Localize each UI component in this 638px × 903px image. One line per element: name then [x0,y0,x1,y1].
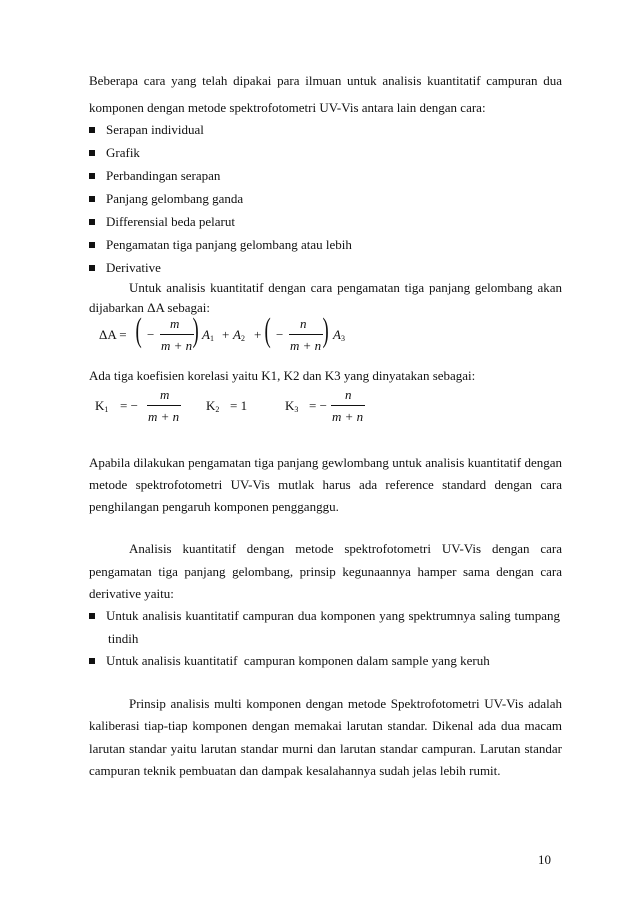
page-number: 10 [538,852,551,867]
para4-line1: Analisis kuantitatif dengan metode spektrofotometri UV-Vis dengan cara [129,541,562,556]
para1-line2: komponen dengan metode spektrofotometri UV-Vis antara lain dengan cara: [89,100,486,115]
para5-line4: campuran teknik pembuatan dan dampak kesalahannya sudah jelas lebih rumit. [89,763,501,778]
list-item: Panjang gelombang ganda [89,189,243,209]
para3-line3: penghilangan pengaruh komponen pengganggu. [89,499,339,514]
bullet-icon [89,196,95,202]
para5-line1: Prinsip analisis multi komponen dengan metode Spektrofotometri UV-Vis adalah [129,696,562,711]
list-item: Grafik [89,143,140,163]
list-item: Serapan individual [89,120,204,140]
bullet-icon [89,658,95,664]
para5-line3: larutan standar yaitu larutan standar murni dan larutan standar campuran. Larutan standar [89,741,562,756]
list-item: Untuk analisis kuantitatif campuran dua komponen yang spektrumnya saling tumpang [89,606,560,626]
list-item: Differensial beda pelarut [89,212,235,232]
right-paren: ) [192,312,199,349]
list-item-continuation: tindih [108,631,139,646]
para3-line1: Apabila dilakukan pengamatan tiga panjang gewlombang untuk analisis kuantitatif dengan [89,455,562,470]
bullet-icon [89,127,95,133]
right-paren: ) [322,312,329,349]
fraction-bar [160,334,194,335]
left-paren: ( [135,312,142,349]
bullet-icon [89,265,95,271]
para4-line2: pengamatan tiga panjang gelombang, prinsip kegunaannya hamper sama dengan cara [89,564,562,579]
para3-line2: metode spektrofotometri UV-Vis mutlak harus ada reference standard dengan cara [89,477,562,492]
left-paren: ( [264,312,271,349]
list-item: Perbandingan serapan [89,166,220,186]
fraction-bar [331,405,365,406]
list-item: Derivative [89,258,161,278]
koefisien-text: Ada tiga koefisien korelasi yaitu K1, K2 dan K3 yang dinyatakan sebagai: [89,368,476,383]
para4-line3: derivative yaitu: [89,586,174,601]
fraction-bar [289,334,323,335]
para1-line1: Beberapa cara yang telah dipakai para ilmuan untuk analisis kuantitatif campuran dua [89,73,562,88]
bullet-icon [89,219,95,225]
para2-line1: Untuk analisis kuantitatif dengan cara pengamatan tiga panjang gelombang akan [129,280,562,295]
document-page: Beberapa cara yang telah dipakai para ilmuan untuk analisis kuantitatif campuran dua komponen dengan metode spektrofotometri UV-Vis antara lain dengan cara: Serapan individual Grafik Perbandingan serapan Panjang gelombang ganda Differensial beda pelarut Pengamatan tiga panjang gelombang atau lebih Derivative Untuk analisis kuantitatif dengan cara pengamatan tiga panjang gelombang akan dijabarkan ΔA sebagai: ΔA = ( − m m + n ) $A_1$ + $A_2$ + ( − n m + n ) $A_3$ Ada tiga koefisien korelasi yaitu K1, K2 dan K3 yang dinyatakan sebagai: $K_1$ = − m m + n $K_2$ = 1 $K_3$ = − n m + n Apabila dilakukan pengamatan tiga panjang gewlombang untuk analisis kuantitatif dengan metode spektrofotometri UV-Vis mutlak harus ada reference standard dengan cara penghilangan pengaruh komponen pengganggu. Analisis kuantitatif dengan metode spektrofotometri UV-Vis dengan cara pengamatan tiga panjang gelombang, prinsip kegunaannya hamper sama dengan cara derivative yaitu: Untuk analisis kuantitatif campuran dua komponen yang spektrumnya saling tumpang tindih Untuk analisis kuantitatif campuran komponen dalam sample yang keruh Prinsip analisis multi komponen dengan metode Spektrofotometri UV-Vis adalah kaliberasi tiap-tiap komponen dengan memakai larutan standar. Dikenal ada dua macam larutan standar yaitu larutan standar murni dan larutan standar campuran. Larutan standar campuran teknik pembuatan dan dampak kesalahannya sudah jelas lebih rumit. 10 [89,73,562,867]
list-item: Pengamatan tiga panjang gelombang atau lebih [89,235,352,255]
para5-line2: kaliberasi tiap-tiap komponen dengan memakai larutan standar. Dikenal ada dua macam [89,718,562,733]
fraction-bar [147,405,181,406]
bullet-icon [89,150,95,156]
bullet-icon [89,173,95,179]
list-item: Untuk analisis kuantitatif campuran komponen dalam sample yang keruh [89,651,490,671]
bullet-icon [89,242,95,248]
para2-line2: dijabarkan ΔA sebagai: [89,300,210,315]
bullet-icon [89,613,95,619]
